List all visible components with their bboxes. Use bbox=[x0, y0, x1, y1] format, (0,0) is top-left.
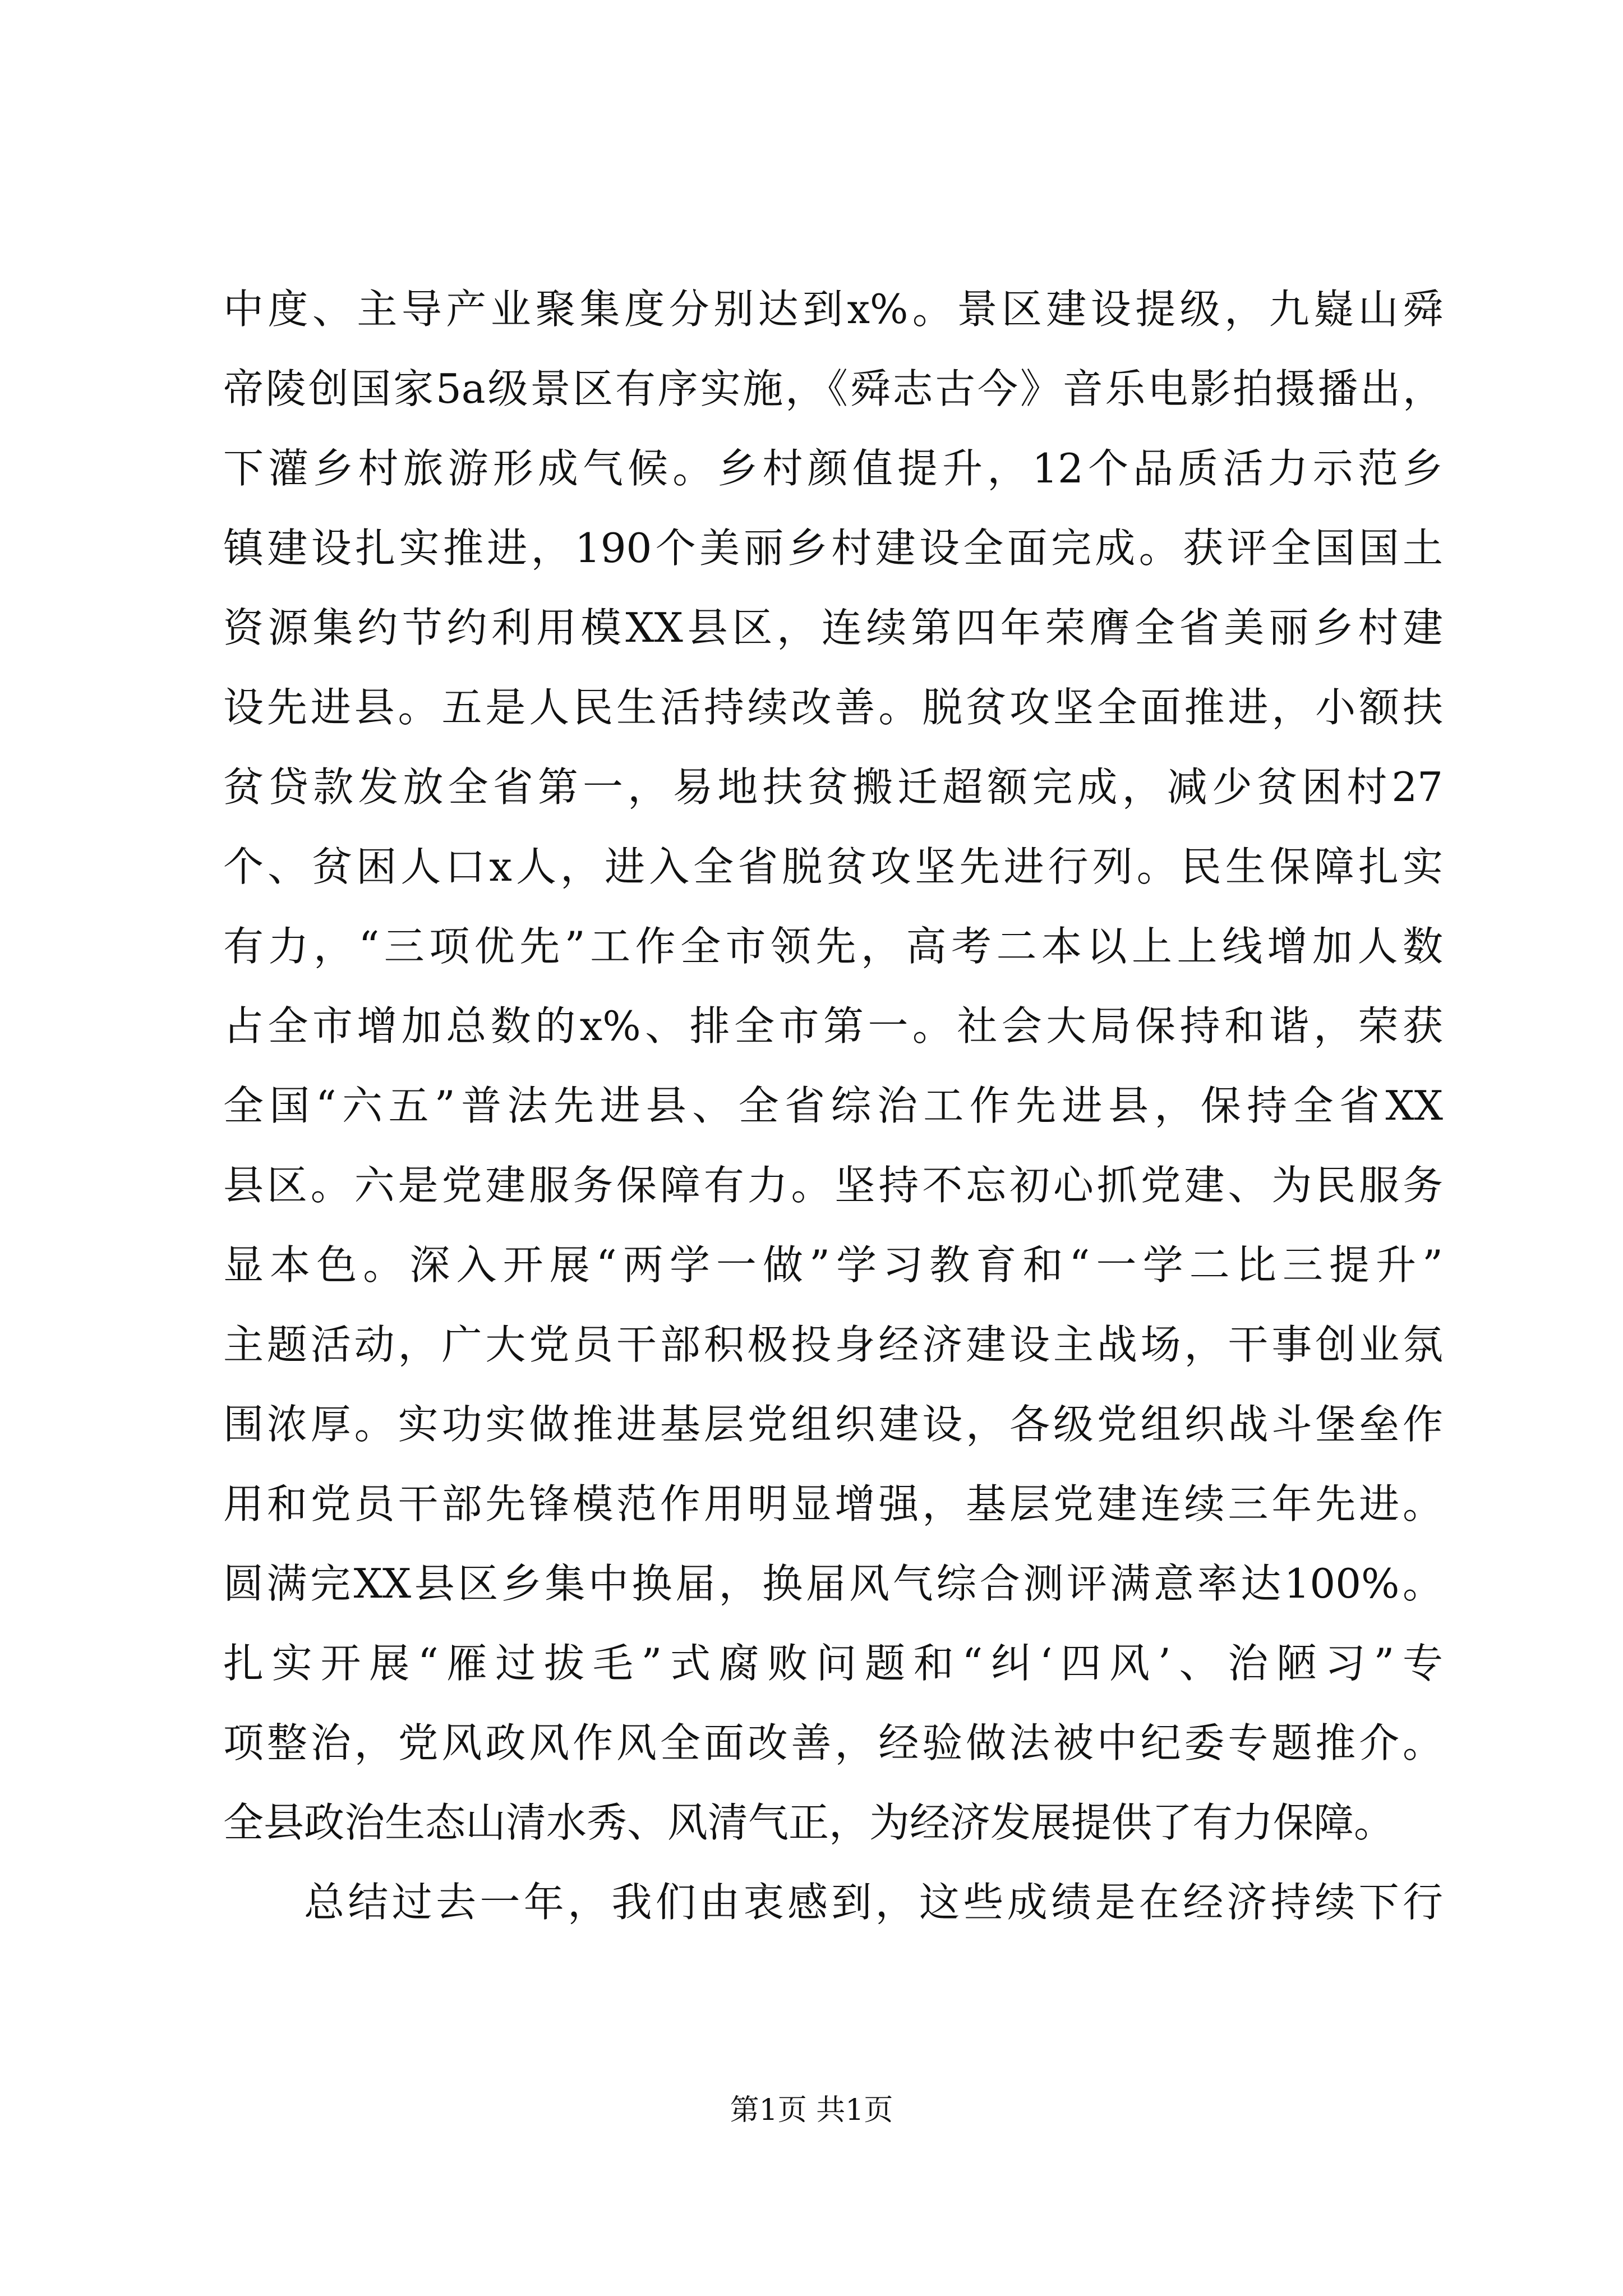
text-line: 全县政治生态山清水秀、风清气正，为经济发展提供了有力保障。 bbox=[223, 1799, 1395, 1846]
text-line: 个、贫困人口x人，进入全省脱贫攻坚先进行列。民生保障扎实 bbox=[223, 843, 1443, 890]
text-line: 围浓厚。实功实做推进基层党组织建设，各级党组织战斗堡垒作 bbox=[223, 1401, 1443, 1448]
text-line: 资源集约节约利用模XX县区，连续第四年荣膺全省美丽乡村建 bbox=[223, 604, 1443, 651]
text-line: 镇建设扎实推进，190个美丽乡村建设全面完成。获评全国国土 bbox=[223, 524, 1443, 572]
text-line: 中度、主导产业聚集度分别达到x%。景区建设提级，九嶷山舜 bbox=[223, 286, 1443, 333]
text-line: 全国“六五”普法先进县、全省综治工作先进县，保持全省XX bbox=[223, 1082, 1443, 1129]
text-line: 项整治，党风政风作风全面改善，经验做法被中纪委专题推介。 bbox=[223, 1719, 1443, 1766]
page-number-label: 第1页 共1页 bbox=[730, 2093, 893, 2127]
paragraph-first-line: 总结过去一年，我们由衷感到，这些成绩是在经济持续下行 bbox=[304, 1879, 1443, 1926]
page-footer bbox=[0, 2091, 1623, 2130]
body-text bbox=[223, 269, 1443, 1942]
text-line: 主题活动，广大党员干部积极投身经济建设主战场，干事创业氛 bbox=[223, 1321, 1443, 1368]
text-line: 设先进县。五是人民生活持续改善。脱贫攻坚全面推进，小额扶 bbox=[223, 684, 1443, 731]
text-line: 帝陵创国家5a级景区有序实施，《舜志古今》音乐电影拍摄播出， bbox=[223, 365, 1443, 412]
text-line: 显本色。深入开展“两学一做”学习教育和“一学二比三提升” bbox=[223, 1241, 1443, 1289]
text-line: 占全市增加总数的x%、排全市第一。社会大局保持和谐，荣获 bbox=[223, 1002, 1443, 1050]
text-line: 下灌乡村旅游形成气候。乡村颜值提升，12个品质活力示范乡 bbox=[223, 445, 1443, 492]
text-line: 用和党员干部先锋模范作用明显增强，基层党建连续三年先进。 bbox=[223, 1480, 1443, 1527]
text-line: 圆满完XX县区乡集中换届，换届风气综合测评满意率达100%。 bbox=[223, 1560, 1443, 1607]
text-line: 县区。六是党建服务保障有力。坚持不忘初心抓党建、为民服务 bbox=[223, 1162, 1443, 1209]
text-line: 有力，“三项优先”工作全市领先，高考二本以上上线增加人数 bbox=[223, 923, 1443, 970]
text-line: 扎实开展“雁过拔毛”式腐败问题和“纠‘四风’、治陋习”专 bbox=[223, 1640, 1443, 1687]
text-line: 贫贷款发放全省第一，易地扶贫搬迁超额完成，减少贫困村27 bbox=[223, 763, 1443, 811]
